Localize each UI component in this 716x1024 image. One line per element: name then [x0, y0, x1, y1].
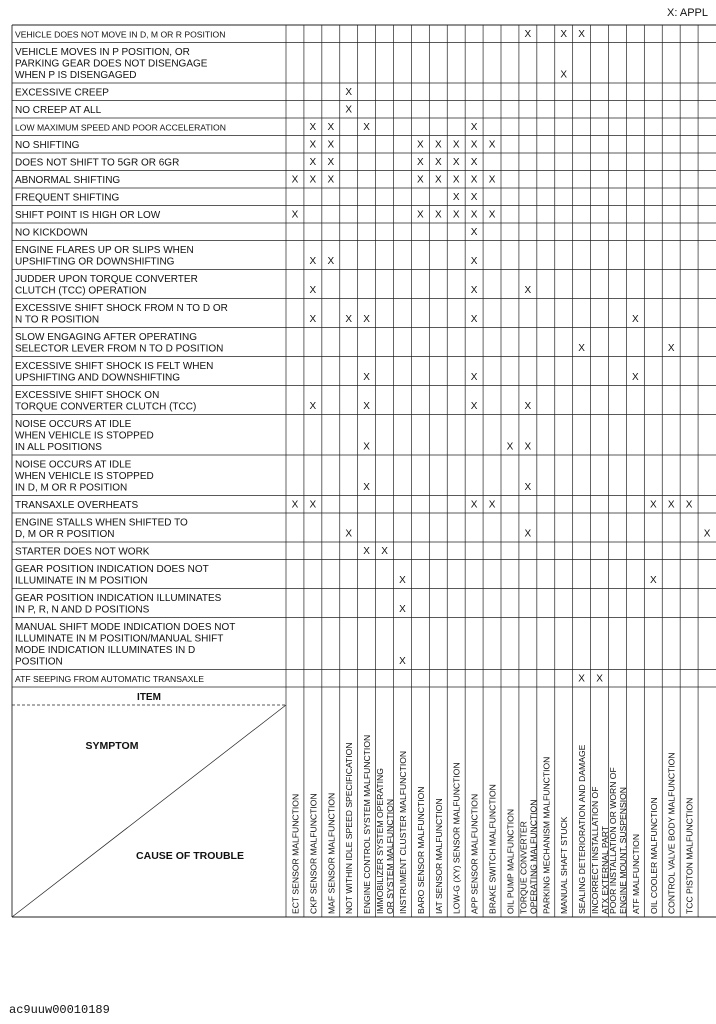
applicable-mark: X: [524, 285, 532, 296]
applicable-mark: X: [649, 499, 657, 511]
applicable-mark: X: [345, 104, 353, 116]
symptom-label: FREQUENT SHIFTING: [15, 192, 120, 204]
cause-label: BRAKE SWITCH MALFUNCTION: [487, 784, 498, 914]
symptom-label: POSITION: [15, 656, 63, 668]
applicable-mark: X: [470, 285, 478, 296]
applicable-mark: X: [291, 209, 299, 221]
cause-label: OIL PUMP MALFUNCTION: [505, 808, 516, 914]
applicable-mark: X: [649, 575, 657, 586]
applicable-mark: X: [452, 209, 460, 221]
applicable-mark: X: [363, 441, 370, 453]
applicable-mark: X: [524, 482, 532, 493]
applicable-mark: X: [309, 256, 317, 267]
symptom-label: STARTER DOES NOT WORK: [15, 546, 150, 558]
symptom-label: GEAR POSITION INDICATION DOES NOT: [15, 564, 209, 575]
applicable-mark: X: [434, 174, 442, 186]
applicable-mark: X: [488, 139, 496, 151]
applicable-mark: X: [327, 122, 335, 133]
symptom-label: WHEN VEHICLE IS STOPPED: [15, 430, 154, 442]
cause-label: INSTRUMENT CLUSTER MALFUNCTION: [397, 750, 408, 914]
symptom-label: CLUTCH (TCC) OPERATION: [15, 285, 147, 297]
applicable-mark: X: [452, 139, 460, 151]
symptom-label: NOISE OCCURS AT IDLE: [15, 459, 132, 471]
applicable-mark: X: [434, 139, 442, 151]
applicable-mark: X: [417, 209, 424, 221]
symptom-label: IN D, M OR R POSITION: [15, 482, 128, 494]
symptom-label: NO KICKDOWN: [15, 227, 88, 239]
applicable-mark: X: [560, 69, 568, 81]
applicable-mark: X: [417, 139, 424, 151]
symptom-label: VEHICLE DOES NOT MOVE IN D, M OR R POSITION: [15, 29, 226, 40]
applicable-mark: X: [309, 139, 317, 151]
applicable-mark: X: [309, 122, 317, 133]
symptom-label: EXCESSIVE SHIFT SHOCK ON: [15, 390, 160, 401]
applicable-mark: X: [327, 157, 335, 168]
symptom-label: DOES NOT SHIFT TO 5GR OR 6GR: [15, 157, 180, 169]
cause-heading: CAUSE OF TROUBLE: [136, 850, 244, 862]
cause-label: BARO SENSOR MALFUNCTION: [415, 786, 426, 914]
applicable-mark: X: [560, 29, 568, 40]
symptom-label: UPSHIFTING OR DOWNSHIFTING: [15, 256, 175, 268]
symptom-label: EXCESSIVE SHIFT SHOCK IS FELT WHEN: [15, 361, 214, 372]
symptom-label: ILLUMINATE IN M POSITION: [15, 575, 148, 587]
applicable-mark: X: [309, 285, 317, 296]
applicable-mark: X: [309, 499, 317, 511]
cause-label: OIL COOLER MALFUNCTION: [648, 797, 659, 914]
applicable-mark: X: [381, 546, 388, 557]
item-heading: ITEM: [137, 692, 161, 703]
document-id: ac9uuw00010189: [9, 1003, 110, 1017]
applicable-mark: X: [470, 227, 478, 238]
applicable-mark: X: [524, 528, 532, 540]
applicable-mark: X: [578, 29, 585, 40]
applicable-mark: X: [488, 209, 496, 221]
symptom-label: IN ALL POSITIONS: [15, 442, 102, 453]
applicable-mark: X: [470, 192, 478, 203]
symptom-label: ENGINE FLARES UP OR SLIPS WHEN: [15, 245, 194, 256]
applicable-mark: X: [291, 174, 299, 186]
applicable-mark: X: [488, 499, 496, 511]
applicable-mark: X: [578, 343, 585, 354]
applicable-mark: X: [345, 528, 353, 540]
cause-label: ENGINE CONTROL SYSTEM MALFUNCTION: [362, 734, 373, 914]
cause-label: IAT SENSOR MALFUNCTION: [433, 798, 444, 914]
symptom-label: PARKING GEAR DOES NOT DISENGAGE: [15, 58, 208, 70]
symptom-label: NOISE OCCURS AT IDLE: [15, 419, 132, 430]
symptom-label: LOW MAXIMUM SPEED AND POOR ACCELERATION: [15, 122, 226, 133]
applicable-mark: X: [632, 372, 639, 383]
applicable-mark: X: [291, 499, 299, 511]
applicable-mark: X: [506, 441, 514, 453]
cause-label: LOW-G (XY) SENSOR MALFUNCTION: [451, 762, 462, 914]
symptom-heading: SYMPTOM: [85, 740, 139, 752]
symptom-label: EXCESSIVE SHIFT SHOCK FROM N TO D OR: [15, 303, 228, 314]
applicable-mark: X: [470, 174, 478, 186]
applicable-mark: X: [470, 139, 478, 151]
symptom-label: ILLUMINATE IN M POSITION/MANUAL SHIFT: [15, 633, 224, 645]
cause-label: CONTROL VALVE BODY MALFUNCTION: [666, 752, 677, 914]
cause-label: TORQUE CONVERTER: [518, 821, 529, 914]
cause-label: OR SYSTEM MALFUNCTION: [385, 798, 396, 914]
applicable-mark: X: [578, 673, 585, 685]
applicable-mark: X: [470, 372, 478, 383]
applicable-mark: X: [685, 499, 693, 511]
cause-label: TCC PISTON MALFUNCTION: [684, 797, 695, 914]
symptom-label: ABNORMAL SHIFTING: [15, 175, 121, 186]
cause-label: ATF MALFUNCTION: [630, 833, 641, 914]
applicable-mark: X: [327, 174, 335, 186]
cause-label: INCORRECT INSTALLATION OF: [590, 786, 601, 914]
cause-label: CKP SENSOR MALFUNCTION: [308, 793, 319, 914]
header-diagonal: [12, 705, 286, 917]
cause-label: POOR INSTALLATION OR WORN OF: [607, 767, 618, 914]
applicable-mark: X: [667, 499, 675, 511]
symptom-label: EXCESSIVE CREEP: [15, 87, 109, 99]
applicable-mark: X: [703, 528, 711, 540]
applicable-mark: X: [363, 401, 370, 412]
applicable-mark: X: [327, 139, 335, 151]
applicable-mark: X: [488, 174, 496, 186]
applicable-mark: X: [417, 174, 424, 186]
applicable-mark: X: [667, 343, 675, 354]
legend-note: X: APPL: [667, 7, 708, 19]
applicable-mark: X: [470, 122, 478, 133]
applicable-mark: X: [417, 157, 424, 168]
symptom-label: SELECTOR LEVER FROM N TO D POSITION: [15, 343, 224, 355]
applicable-mark: X: [632, 314, 639, 325]
applicable-mark: X: [470, 256, 478, 267]
symptom-label: IN P, R, N AND D POSITIONS: [15, 604, 150, 616]
applicable-mark: X: [399, 575, 406, 586]
applicable-mark: X: [327, 256, 335, 267]
symptom-label: WHEN VEHICLE IS STOPPED: [15, 471, 154, 482]
applicable-mark: X: [452, 192, 460, 203]
cause-label: OPERATING MALFUNCTION: [528, 799, 539, 914]
applicable-mark: X: [399, 604, 406, 615]
applicable-mark: X: [363, 546, 370, 557]
applicable-mark: X: [470, 314, 478, 325]
symptom-label: SLOW ENGAGING AFTER OPERATING: [15, 332, 198, 343]
applicable-mark: X: [434, 209, 442, 221]
applicable-mark: X: [363, 314, 370, 325]
symptom-label: GEAR POSITION INDICATION ILLUMINATES: [15, 593, 222, 604]
cause-label: MAF SENSOR MALFUNCTION: [326, 792, 337, 914]
applicable-mark: X: [470, 157, 478, 168]
applicable-mark: X: [309, 174, 317, 186]
symptom-label: TRANSAXLE OVERHEATS: [15, 500, 139, 511]
symptom-label: MODE INDICATION ILLUMINATES IN D: [15, 645, 196, 656]
symptom-label: JUDDER UPON TORQUE CONVERTER: [15, 274, 198, 285]
applicable-mark: X: [524, 441, 532, 453]
applicable-mark: X: [309, 157, 317, 168]
symptom-label: MANUAL SHIFT MODE INDICATION DOES NOT: [15, 622, 236, 633]
symptom-label: D, M OR R POSITION: [15, 529, 115, 540]
cause-label: SEALING DETERIORATION AND DAMAGE: [577, 744, 588, 914]
applicable-mark: X: [309, 314, 317, 325]
applicable-mark: X: [434, 157, 442, 168]
cause-label: MANUAL SHAFT STUCK: [559, 816, 570, 914]
symptom-label: ENGINE STALLS WHEN SHIFTED TO: [15, 517, 188, 529]
cause-label: PARKING MECHANISM MALFUNCTION: [541, 756, 552, 914]
symptom-label: N TO R POSITION: [15, 314, 100, 326]
applicable-mark: X: [452, 174, 460, 186]
symptom-label: WHEN P IS DISENGAGED: [15, 70, 137, 81]
cause-label: NOT WITHIN IDLE SPEED SPECIFICATION: [344, 742, 355, 914]
symptom-label: VEHICLE MOVES IN P POSITION, OR: [15, 47, 190, 58]
applicable-mark: X: [345, 87, 353, 98]
applicable-mark: X: [363, 482, 370, 493]
applicable-mark: X: [452, 157, 460, 168]
symptom-label: NO CREEP AT ALL: [15, 105, 102, 116]
applicable-mark: X: [596, 673, 603, 685]
applicable-mark: X: [345, 314, 353, 325]
cause-label: ECT SENSOR MALFUNCTION: [290, 793, 301, 914]
symptom-label: SHIFT POINT IS HIGH OR LOW: [15, 210, 161, 221]
symptom-label: TORQUE CONVERTER CLUTCH (TCC): [15, 401, 197, 413]
cause-label: APP SENSOR MALFUNCTION: [469, 793, 480, 914]
cause-label: ENGINE MOUNT, SUSPENSION: [617, 786, 628, 914]
applicable-mark: X: [363, 122, 370, 133]
symptom-label: UPSHIFTING AND DOWNSHIFTING: [15, 372, 180, 384]
cause-label: ATX EXTERNAL PART: [600, 825, 611, 914]
applicable-mark: X: [524, 29, 532, 40]
symptom-label: NO SHIFTING: [15, 140, 80, 151]
applicable-mark: X: [309, 401, 317, 412]
applicable-mark: X: [470, 499, 478, 511]
applicable-mark: X: [524, 401, 532, 412]
symptom-label: ATF SEEPING FROM AUTOMATIC TRANSAXLE: [15, 674, 204, 684]
cause-label: IMMOBILIZER SYSTEM OPERATING: [375, 768, 386, 914]
applicable-mark: X: [363, 372, 370, 383]
applicable-mark: X: [470, 209, 478, 221]
applicable-mark: X: [399, 656, 406, 667]
applicable-mark: X: [470, 401, 478, 412]
